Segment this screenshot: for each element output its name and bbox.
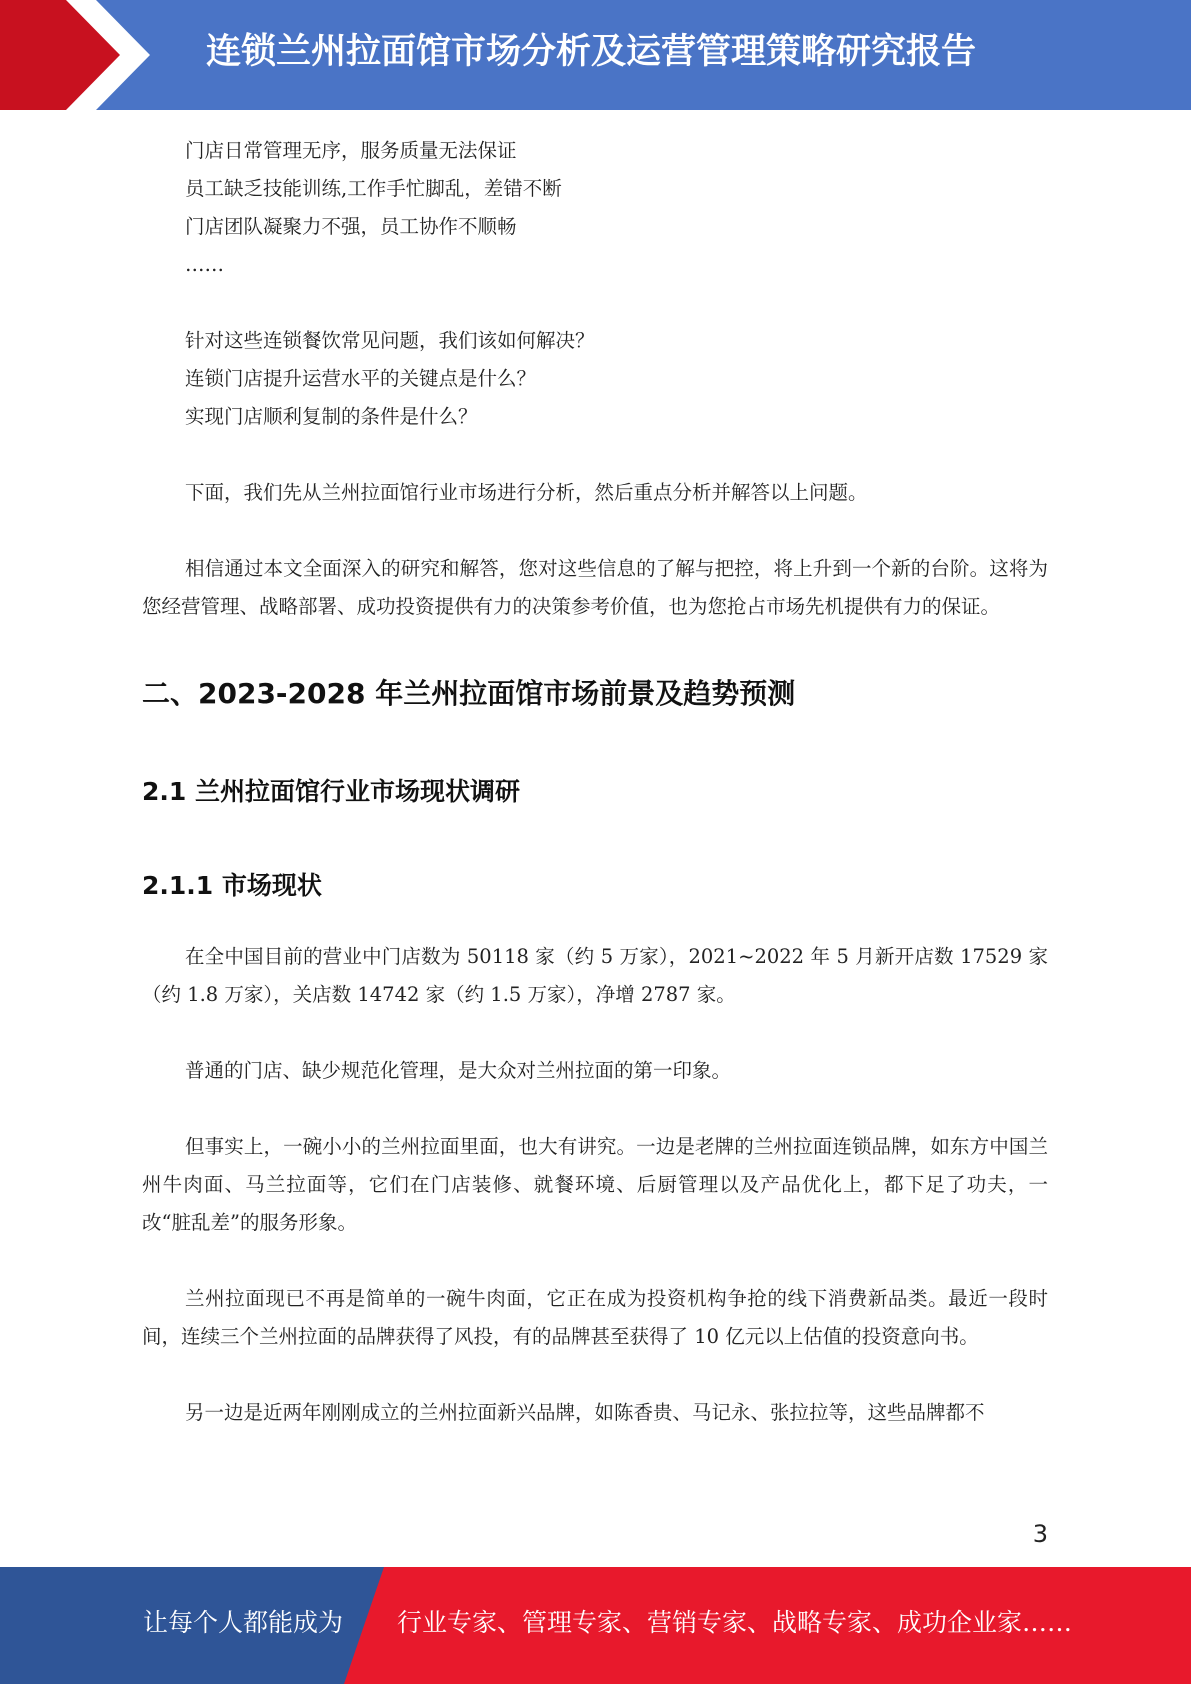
body-paragraph: 另一边是近两年刚刚成立的兰州拉面新兴品牌，如陈香贵、马记永、张拉拉等，这些品牌都不 [185, 1401, 985, 1424]
footer-slogan-right: 行业专家、管理专家、营销专家、战略专家、成功企业家…… [397, 1608, 1073, 1637]
subsection-heading: 2.1 兰州拉面馆行业市场现状调研 [142, 777, 520, 806]
body-paragraph: 但事实上，一碗小小的兰州拉面里面，也大有讲究。一边是老牌的兰州拉面连锁品牌，如东方中国兰州牛肉面、马兰拉面等，它们在门店装修、就餐环境、后厨管理以及产品优化上，都下足了功夫，一改“脏乱差”的服务形象。 [142, 1135, 1048, 1234]
question-line: 连锁门店提升运营水平的关键点是什么？ [185, 367, 537, 390]
body-paragraph: 在全中国目前的营业中门店数为 50118 家（约 5 万家），2021~2022 年 5 月新开店数 17529 家（约 1.8 万家），关店数 14742 家（约 1.5 万家），净增 2787 家。 [142, 945, 1048, 1006]
ellipsis-line: …… [185, 253, 224, 276]
report-title: 连锁兰州拉面馆市场分析及运营管理策略研究报告 [206, 32, 977, 72]
section-heading: 二、2023-2028 年兰州拉面馆市场前景及趋势预测 [142, 677, 796, 710]
value-paragraph: 相信通过本文全面深入的研究和解答，您对这些信息的了解与把控，将上升到一个新的台阶。这将为您经营管理、战略部署、成功投资提供有力的决策参考价值，也为您抢占市场先机提供有力的保证。 [142, 557, 1048, 618]
subsubsection-heading: 2.1.1 市场现状 [142, 871, 322, 900]
page-number: 3 [1032, 1520, 1048, 1548]
header-arrow-decoration [0, 0, 160, 110]
body-paragraph: 普通的门店、缺少规范化管理，是大众对兰州拉面的第一印象。 [185, 1059, 732, 1082]
problem-line: 门店日常管理无序，服务质量无法保证 [185, 139, 517, 162]
page-footer [0, 1567, 1191, 1684]
question-line: 实现门店顺利复制的条件是什么？ [185, 405, 478, 428]
footer-slogan-left: 让每个人都能成为 [143, 1608, 344, 1637]
problem-line: 员工缺乏技能训练,工作手忙脚乱，差错不断 [185, 177, 562, 200]
body-paragraph: 兰州拉面现已不再是简单的一碗牛肉面，它正在成为投资机构争抢的线下消费新品类。最近一段时间，连续三个兰州拉面的品牌获得了风投，有的品牌甚至获得了 10 亿元以上估值的投资意向书。 [142, 1287, 1048, 1348]
document-body [142, 132, 1048, 1432]
problem-line: 门店团队凝聚力不强，员工协作不顺畅 [185, 215, 517, 238]
question-line: 针对这些连锁餐饮常见问题，我们该如何解决？ [185, 329, 595, 352]
intro-paragraph: 下面，我们先从兰州拉面馆行业市场进行分析，然后重点分析并解答以上问题。 [185, 481, 868, 504]
page-header [0, 0, 1191, 110]
